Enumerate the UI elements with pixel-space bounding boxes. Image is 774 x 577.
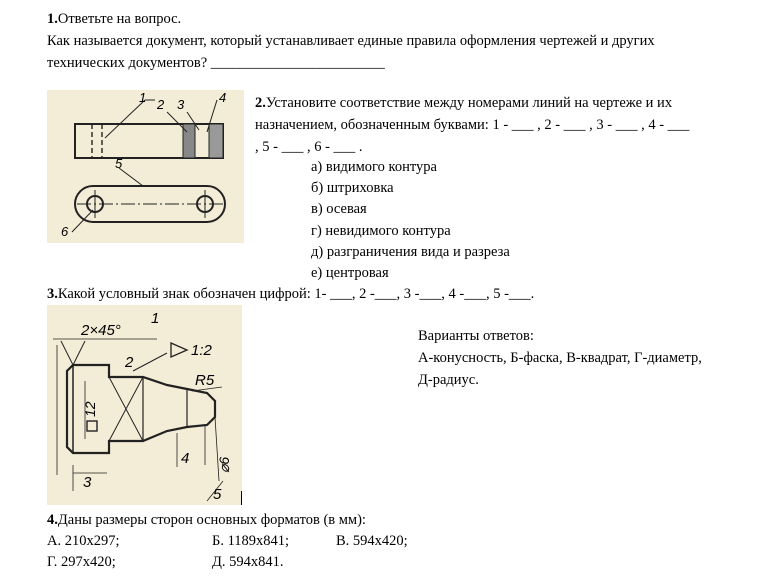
line-label-5: 5	[115, 156, 123, 171]
text-cursor	[241, 491, 242, 505]
line-label-3: 3	[177, 97, 185, 112]
question-4-option-b: Б. 1189x841;	[212, 533, 290, 549]
line-label-6: 6	[61, 224, 69, 239]
sign-label-1: 1	[151, 310, 160, 327]
question-1-number: 1.	[47, 11, 58, 27]
question-1-text-line-2: технических документов? ________________________	[47, 55, 385, 71]
question-2-text-line-2: назначением, обозначенным буквами: 1 - ___ , 2 - ___ , 3 - ___ , 4 - ___	[255, 117, 690, 133]
line-label-4: 4	[219, 90, 227, 105]
line-label-1: 1	[139, 90, 147, 105]
question-4-option-v: В. 594x420;	[336, 533, 408, 549]
question-2-option-g: г) невидимого контура	[311, 223, 451, 239]
question-2-heading	[255, 94, 672, 112]
question-2-option-d: д) разграничения вида и разреза	[311, 244, 510, 260]
taper-mark: 1:2	[191, 342, 212, 359]
question-2-option-b: б) штриховка	[311, 180, 394, 196]
sign-label-3: 3	[83, 474, 92, 491]
sign-label-4: 4	[181, 450, 190, 467]
question-3-heading	[47, 285, 534, 303]
question-2-text-line-1: Установите соответствие между номерами линий на чертеже и их	[265, 95, 673, 111]
sign-label-5: 5	[213, 486, 222, 503]
sign-label-2: 2	[125, 354, 134, 371]
question-3-text: Какой условный знак обозначен цифрой: 1- ___, 2 -___, 3 -___, 4 -___, 5 -___.	[57, 286, 535, 302]
height-mark: 12	[82, 401, 98, 417]
question-4-option-a: А. 210x297;	[47, 533, 120, 549]
question-2-option-v: в) осевая	[311, 201, 367, 217]
diameter-mark: ⌀6	[216, 456, 232, 473]
question-4-option-d: Д. 594x841.	[212, 554, 284, 570]
question-3-drawing	[47, 305, 242, 505]
question-4-number: 4.	[47, 512, 58, 528]
chamfer-mark: 2×45°	[81, 322, 121, 339]
radius-mark: R5	[195, 372, 215, 389]
question-2-drawing	[47, 90, 244, 243]
question-3-answers-line-1: А-конусность, Б-фаска, В-квадрат, Г-диаметр,	[418, 350, 702, 366]
question-1-text-line-1: Как называется документ, который устанавливает единые правила оформления чертежей и других	[47, 33, 655, 49]
question-4-text: Даны размеры сторон основных форматов (в мм):	[57, 512, 366, 528]
question-2-option-a: а) видимого контура	[311, 159, 437, 175]
question-2-number: 2.	[255, 95, 266, 111]
question-3-answers-title: Варианты ответов:	[418, 328, 534, 344]
question-3-answers-line-2: Д-радиус.	[418, 372, 479, 388]
question-2-text-line-3: , 5 - ___ , 6 - ___ .	[255, 139, 363, 155]
question-4-heading	[47, 511, 366, 529]
question-1-heading	[47, 10, 181, 28]
question-4-option-g: Г. 297x420;	[47, 554, 116, 570]
question-3-number: 3.	[47, 286, 58, 302]
question-2-option-e: е) центровая	[311, 265, 389, 281]
line-label-2: 2	[157, 97, 165, 112]
question-1-title: Ответьте на вопрос.	[57, 11, 182, 27]
